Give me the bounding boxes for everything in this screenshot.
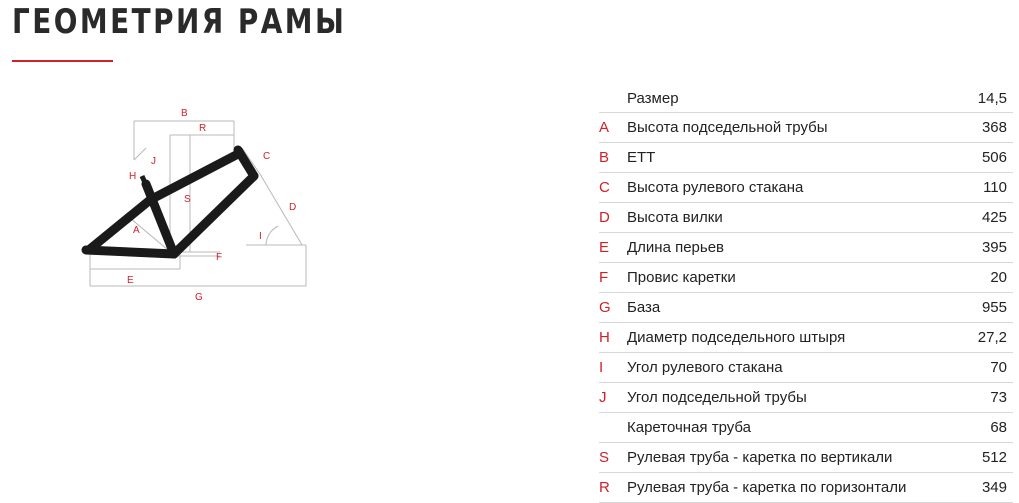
chain-stay — [86, 250, 174, 254]
frame-geometry-diagram — [70, 90, 320, 310]
label-j: J — [151, 156, 156, 167]
row-value: 70 — [927, 353, 1013, 383]
row-value: 349 — [927, 473, 1013, 503]
row-letter: A — [599, 113, 627, 143]
row-value: 506 — [927, 143, 1013, 173]
row-value: 73 — [927, 383, 1013, 413]
row-label: Диаметр подседельного штыря — [627, 323, 927, 353]
row-value: 955 — [927, 293, 1013, 323]
table-row — [599, 353, 1013, 383]
table-row — [599, 323, 1013, 353]
top-tube — [150, 154, 238, 200]
row-letter: J — [599, 383, 627, 413]
row-value: 20 — [927, 263, 1013, 293]
row-letter: C — [599, 173, 627, 203]
title-underline — [12, 60, 113, 62]
table-row — [599, 413, 1013, 443]
row-label: Высота подседельной трубы — [627, 113, 927, 143]
row-value: 68 — [927, 413, 1013, 443]
row-label: Провис каретки — [627, 263, 927, 293]
geometry-table — [599, 84, 1013, 503]
row-letter — [599, 413, 627, 443]
table-row — [599, 383, 1013, 413]
table-row — [599, 203, 1013, 233]
row-label: Рулевая труба - каретка по горизонтали — [627, 473, 927, 503]
label-b: B — [181, 108, 188, 119]
page-title: ГЕОМЕТРИЯ РАМЫ — [12, 2, 347, 42]
row-label: Размер — [627, 84, 927, 113]
table-row — [599, 233, 1013, 263]
table-row — [599, 443, 1013, 473]
row-value: 27,2 — [927, 323, 1013, 353]
row-value: 512 — [927, 443, 1013, 473]
row-letter: H — [599, 323, 627, 353]
row-label: Высота вилки — [627, 203, 927, 233]
label-c: C — [263, 151, 271, 162]
table-row — [599, 84, 1013, 113]
row-label: Рулевая труба - каретка по вертикали — [627, 443, 927, 473]
row-label: Угол рулевого стакана — [627, 353, 927, 383]
row-letter: B — [599, 143, 627, 173]
table-row — [599, 473, 1013, 503]
label-e: E — [127, 275, 134, 286]
row-letter: S — [599, 443, 627, 473]
row-label: Высота рулевого стакана — [627, 173, 927, 203]
table-row — [599, 143, 1013, 173]
row-label: ETT — [627, 143, 927, 173]
row-letter: F — [599, 263, 627, 293]
label-s: S — [184, 194, 191, 205]
row-value: 110 — [927, 173, 1013, 203]
row-letter: E — [599, 233, 627, 263]
row-label: Длина перьев — [627, 233, 927, 263]
label-f: F — [216, 252, 223, 263]
row-label: База — [627, 293, 927, 323]
row-label: Кареточная труба — [627, 413, 927, 443]
table-row — [599, 293, 1013, 323]
label-r: R — [199, 123, 207, 134]
row-value: 368 — [927, 113, 1013, 143]
label-i: I — [259, 231, 262, 242]
row-label: Угол подседельной трубы — [627, 383, 927, 413]
down-tube — [174, 176, 254, 254]
table-row — [599, 173, 1013, 203]
row-letter: I — [599, 353, 627, 383]
row-value: 425 — [927, 203, 1013, 233]
row-letter: D — [599, 203, 627, 233]
row-letter: R — [599, 473, 627, 503]
row-letter: G — [599, 293, 627, 323]
label-g: G — [195, 292, 203, 303]
seat-stay — [90, 200, 150, 249]
row-value: 395 — [927, 233, 1013, 263]
row-value: 14,5 — [927, 84, 1013, 113]
label-h: H — [129, 171, 137, 182]
table-row — [599, 113, 1013, 143]
row-letter — [599, 84, 627, 113]
table-row — [599, 263, 1013, 293]
label-d: D — [289, 202, 297, 213]
label-a: A — [133, 225, 140, 236]
